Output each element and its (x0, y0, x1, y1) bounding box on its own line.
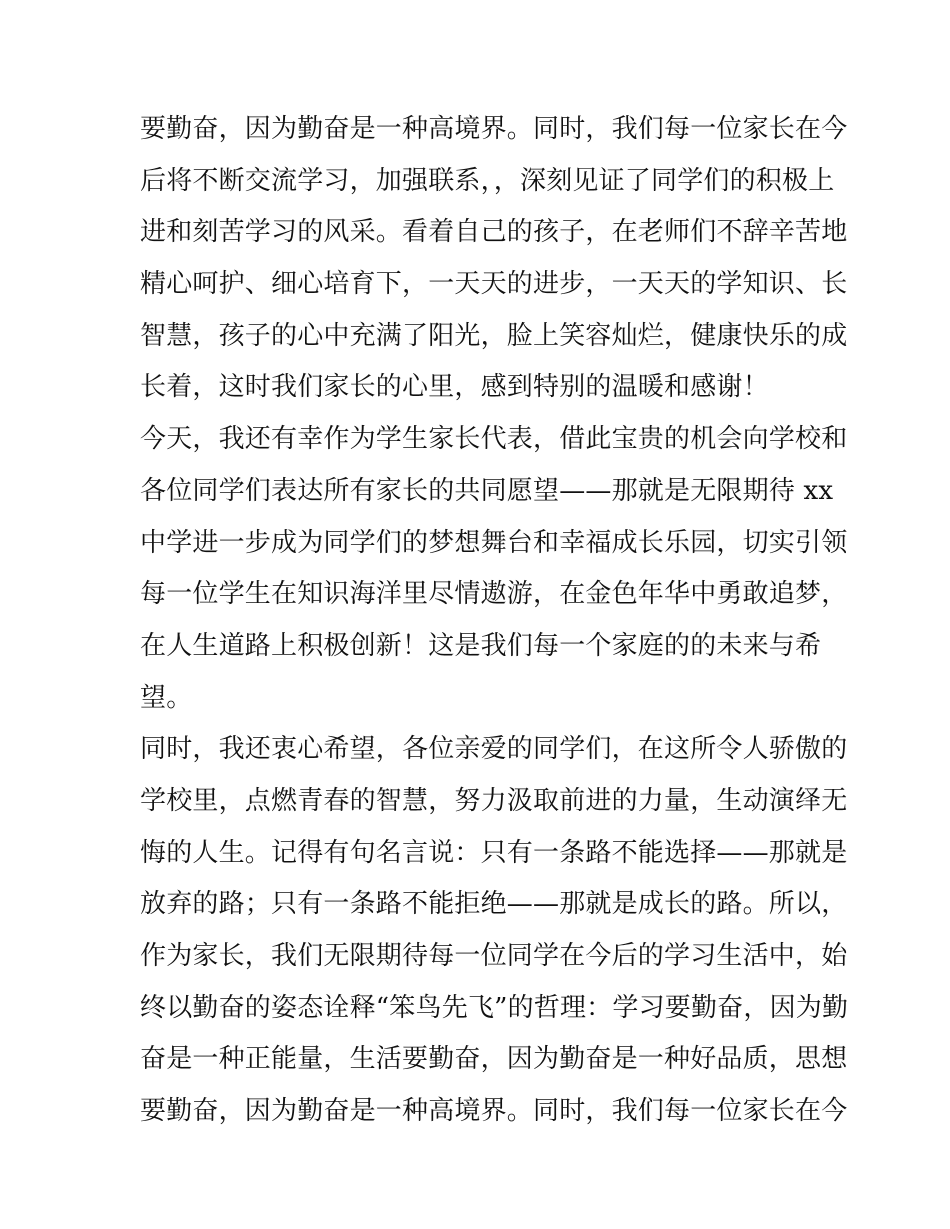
text-line: 中学进一步成为同学们的梦想舞台和幸福成长乐园，切实引领 (140, 527, 848, 558)
text-line: 学校里，点燃青春的智慧，努力汲取前进的力量，生动演绎无 (140, 785, 848, 816)
text-line: 要勤奋，因为勤奋是一种高境界。同时，我们每一位家长在今 (140, 1096, 848, 1127)
text-line: 各位同学们表达所有家长的共同愿望——那就是无限期待 xx (140, 475, 834, 506)
text-line: 奋是一种正能量，生活要勤奋，因为勤奋是一种好品质，思想 (140, 1044, 848, 1075)
document-page (140, 104, 849, 1138)
text-line: 智慧，孩子的心中充满了阳光，脸上笑容灿烂，健康快乐的成 (140, 320, 848, 351)
text-line: 进和刻苦学习的风采。看着自己的孩子，在老师们不辞辛苦地 (140, 217, 848, 248)
text-line: 终以勤奋的姿态诠释“笨鸟先飞”的哲理：学习要勤奋，因为勤 (140, 992, 849, 1023)
text-line: 精心呵护、细心培育下，一天天的进步，一天天的学知识、长 (140, 269, 848, 300)
text-line: 作为家长，我们无限期待每一位同学在今后的学习生活中，始 (140, 941, 848, 971)
text-line: 望。 (140, 682, 193, 713)
text-line: 今天，我还有幸作为学生家长代表，借此宝贵的机会向学校和 (140, 424, 848, 455)
text-line: 同时，我还衷心希望，各位亲爱的同学们，在这所令人骄傲的 (140, 734, 848, 765)
text-line: 在人生道路上积极创新！这是我们每一个家庭的的未来与希 (140, 630, 822, 661)
text-line: 后将不断交流学习，加强联系，，深刻见证了同学们的积极上 (140, 165, 835, 196)
text-line: 放弃的路；只有一条路不能拒绝——那就是成长的路。所以， (140, 889, 848, 920)
text-line: 每一位学生在知识海洋里尽情遨游，在金色年华中勇敢追梦， (140, 579, 848, 610)
text-line: 悔的人生。记得有句名言说：只有一条路不能选择——那就是 (140, 837, 848, 868)
text-line: 要勤奋，因为勤奋是一种高境界。同时，我们每一位家长在今 (140, 114, 848, 144)
text-line: 长着，这时我们家长的心里，感到特别的温暖和感谢！ (140, 372, 769, 403)
